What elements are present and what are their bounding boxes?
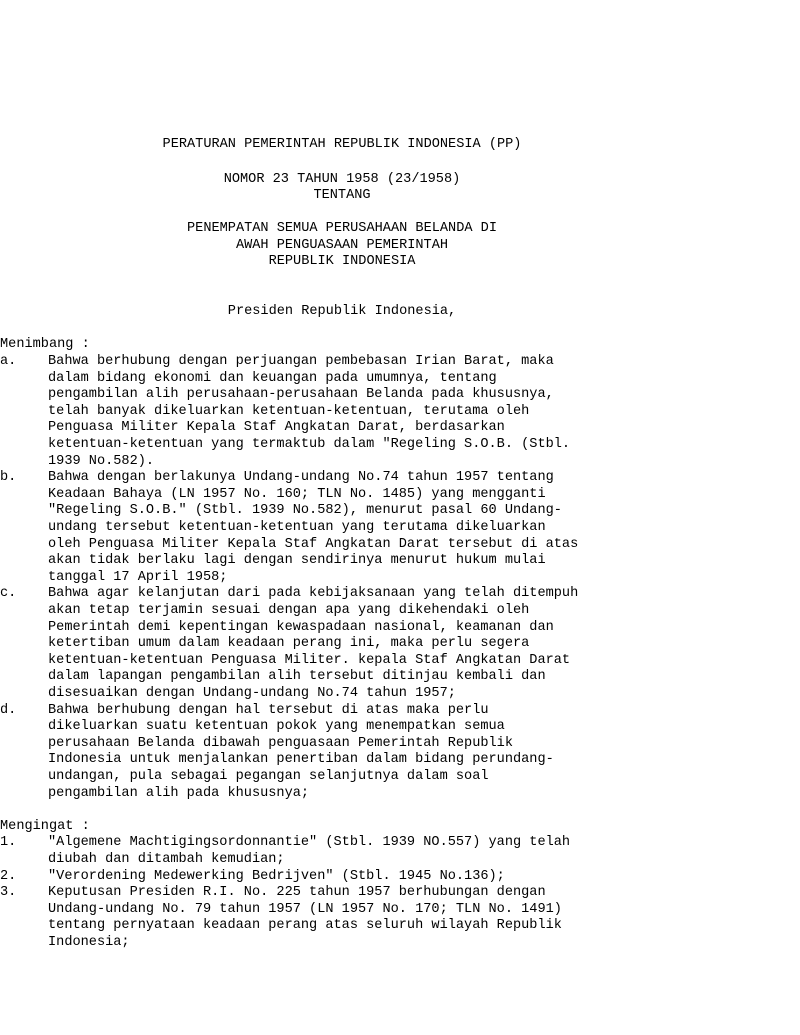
item-line: Bahwa dengan berlakunya Undang-undang No.74 tahun 1957 tentang	[48, 470, 554, 485]
item-line: Indonesia;	[48, 935, 130, 950]
item-line: Keputusan Presiden R.I. No. 225 tahun 1957 berhubungan dengan	[48, 885, 546, 900]
document-subject-line-2: AWAH PENGUASAAN PEMERINTAH	[235, 238, 449, 253]
item-line: ketentuan-ketentuan yang termaktub dalam "Regeling S.O.B. (Stbl.	[48, 437, 571, 452]
menimbang-heading: Menimbang :	[0, 337, 90, 352]
item-line: Keadaan Bahaya (LN 1957 No. 160; TLN No. 1485) yang mengganti	[48, 487, 546, 502]
item-line: Bahwa berhubung dengan hal tersebut di atas maka perlu	[48, 703, 489, 718]
item-line: diubah dan ditambah kemudian;	[48, 852, 285, 867]
item-line: Pemerintah demi kepentingan kewaspadaan nasional, keamanan dan	[48, 620, 554, 635]
item-line: tentang pernyataan keadaan perang atas seluruh wilayah Republik	[48, 918, 562, 933]
document-title: PERATURAN PEMERINTAH REPUBLIK INDONESIA (PP)	[162, 137, 522, 152]
item-line: undangan, pula sebagai pegangan selanjutnya dalam soal	[48, 769, 489, 784]
document-number: NOMOR 23 TAHUN 1958 (23/1958)	[223, 172, 461, 187]
item-marker: c.	[0, 586, 17, 601]
item-line: disesuaikan dengan Undang-undang No.74 tahun 1957;	[48, 686, 456, 701]
item-line: dalam bidang ekonomi dan keuangan pada umumnya, tentang	[48, 371, 497, 386]
item-marker: 2.	[0, 869, 17, 884]
document-subject-line-1: PENEMPATAN SEMUA PERUSAHAAN BELANDA DI	[187, 221, 497, 236]
item-line: ketertiban umum dalam keadaan perang ini, maka perlu segera	[48, 636, 530, 651]
item-line: ketentuan-ketentuan Penguasa Militer. kepala Staf Angkatan Darat	[48, 653, 571, 668]
item-line: pengambilan alih pada khususnya;	[48, 786, 310, 801]
document-about: TENTANG	[313, 188, 371, 203]
item-line: undang tersebut ketentuan-ketentuan yang terutama dikeluarkan	[48, 520, 546, 535]
item-line: pengambilan alih perusahaan-perusahaan Belanda pada khususnya,	[48, 387, 554, 402]
item-line: Undang-undang No. 79 tahun 1957 (LN 1957 No. 170; TLN No. 1491)	[48, 902, 562, 917]
item-line: tanggal 17 April 1958;	[48, 570, 228, 585]
item-line: telah banyak dikeluarkan ketentuan-ketentuan, terutama oleh	[48, 404, 530, 419]
item-line: Indonesia untuk menjalankan penertiban dalam bidang perundang-	[48, 752, 554, 767]
item-line: akan tetap terjamin sesuai dengan apa yang dikehendaki oleh	[48, 603, 530, 618]
item-marker: 3.	[0, 885, 17, 900]
item-marker: d.	[0, 703, 17, 718]
item-line: "Verordening Medewerking Bedrijven" (Stbl. 1945 No.136);	[48, 869, 505, 884]
president-line: Presiden Republik Indonesia,	[227, 304, 457, 319]
item-line: "Algemene Machtigingsordonnantie" (Stbl. 1939 NO.557) yang telah	[48, 835, 571, 850]
item-line: perusahaan Belanda dibawah penguasaan Pemerintah Republik	[48, 736, 513, 751]
document-subject-line-3: REPUBLIK INDONESIA	[268, 254, 416, 269]
item-line: dalam lapangan pengambilan alih tersebut ditinjau kembali dan	[48, 669, 546, 684]
item-line: akan tidak berlaku lagi dengan sendirinya menurut hukum mulai	[48, 553, 546, 568]
item-marker: 1.	[0, 835, 17, 850]
item-line: 1939 No.582).	[48, 454, 155, 469]
item-marker: a.	[0, 354, 17, 369]
item-line: Bahwa agar kelanjutan dari pada kebijaksanaan yang telah ditempuh	[48, 586, 579, 601]
item-marker: b.	[0, 470, 17, 485]
item-line: "Regeling S.O.B." (Stbl. 1939 No.582), menurut pasal 60 Undang-	[48, 503, 562, 518]
item-line: Penguasa Militer Kepala Staf Angkatan Darat, berdasarkan	[48, 420, 505, 435]
item-line: Bahwa berhubung dengan perjuangan pembebasan Irian Barat, maka	[48, 354, 554, 369]
item-line: oleh Penguasa Militer Kepala Staf Angkatan Darat tersebut di atas	[48, 537, 579, 552]
mengingat-heading: Mengingat :	[0, 819, 90, 834]
item-line: dikeluarkan suatu ketentuan pokok yang menempatkan semua	[48, 719, 505, 734]
